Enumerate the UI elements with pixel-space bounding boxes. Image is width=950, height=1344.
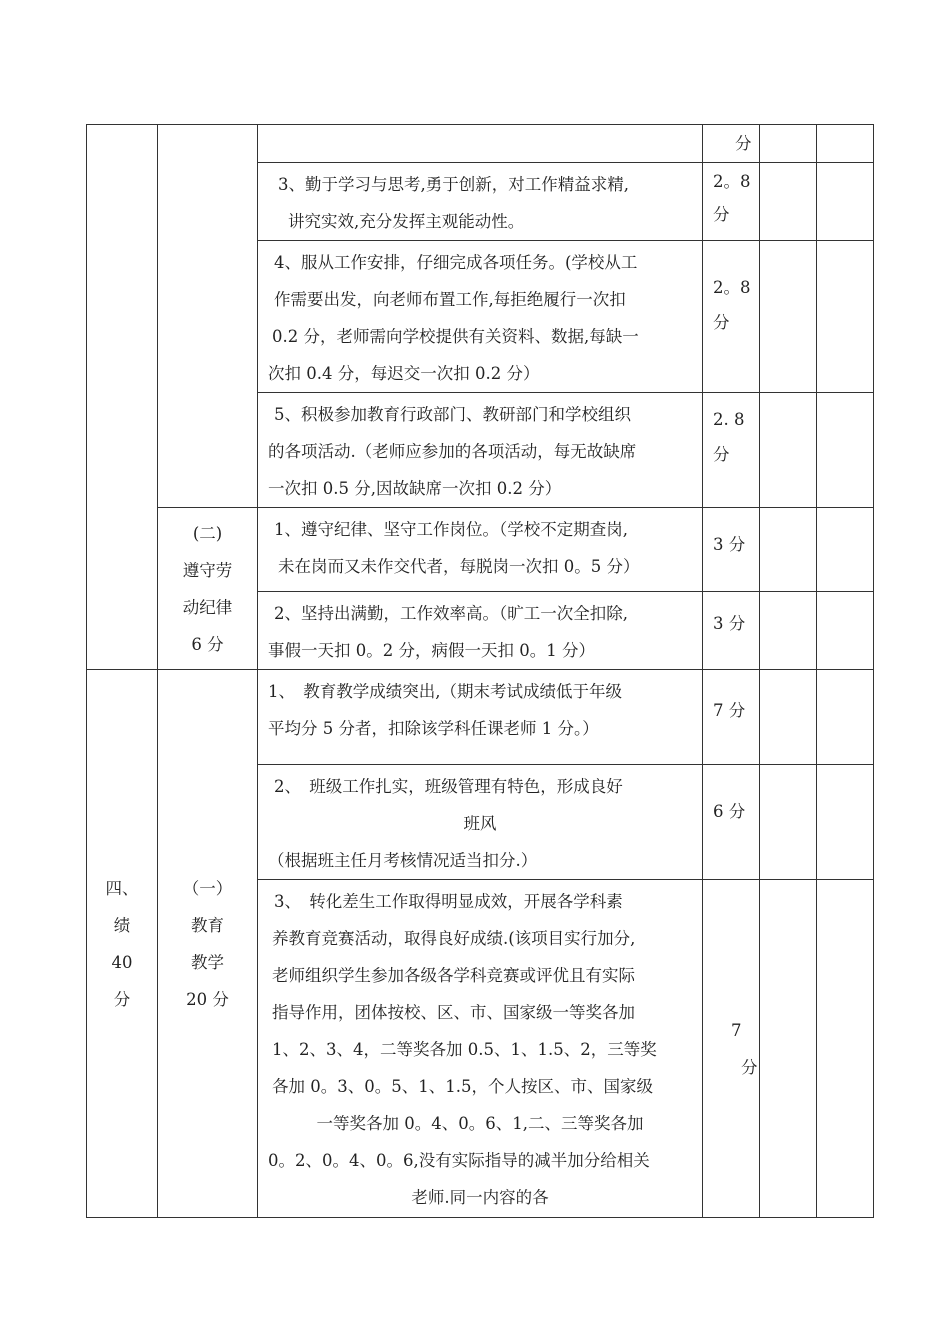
- table-row: [87, 508, 874, 592]
- criterion-line: 各加 0。3、0。5、1、1.5，个人按区、市、国家级: [272, 1077, 653, 1096]
- criterion-line: 老师.同一内容的各: [411, 1188, 549, 1207]
- criterion-line: 3、 转化差生工作取得明显成效，开展各学科素: [274, 892, 623, 911]
- score-line: 分: [735, 134, 752, 153]
- score-cell: [703, 880, 760, 1218]
- criterion-cell: [258, 880, 703, 1218]
- score-cell: [703, 393, 760, 508]
- criterion-cell: [258, 670, 703, 765]
- evaluation-cell: [817, 880, 874, 1218]
- score-line: 2。8: [713, 172, 751, 191]
- evaluation-cell: [817, 592, 874, 670]
- score-cell: [703, 163, 760, 241]
- evaluation-cell: [760, 880, 817, 1218]
- criterion-line: 0.2 分，老师需向学校提供有关资料、数据,每缺一: [272, 327, 639, 346]
- evaluation-cell: [760, 163, 817, 241]
- category-cell-continued: [87, 125, 158, 670]
- evaluation-cell: [817, 241, 874, 393]
- criterion-line: 作需要出发，向老师布置工作,每拒绝履行一次扣: [274, 290, 626, 309]
- score-line: 7 分: [713, 701, 746, 720]
- subcategory-discipline: [158, 508, 258, 670]
- criterion-line: 一次扣 0.5 分,因故缺席一次扣 0.2 分）: [268, 479, 562, 498]
- score-cell: [703, 508, 760, 592]
- evaluation-cell: [760, 508, 817, 592]
- subcategory-label: 教育: [191, 915, 224, 935]
- score-cell: [703, 241, 760, 393]
- score-line: 分: [741, 1057, 758, 1077]
- subcategory-label: 动纪律: [182, 597, 233, 617]
- criterion-line: 2、坚持出满勤，工作效率高。（旷工一次全扣除,: [274, 604, 628, 623]
- evaluation-cell: [760, 241, 817, 393]
- criterion-line: 未在岗而又未作交代者，每脱岗一次扣 0。5 分）: [278, 557, 640, 576]
- criterion-line: 4、服从工作安排，仔细完成各项任务。(学校从工: [274, 253, 638, 272]
- table-row: [87, 670, 874, 765]
- criterion-cell: [258, 393, 703, 508]
- score-line: 7: [731, 1020, 742, 1040]
- score-cell: [703, 592, 760, 670]
- evaluation-cell: [760, 670, 817, 765]
- criterion-line: （根据班主任月考核情况适当扣分.）: [268, 851, 538, 870]
- score-line: 3 分: [713, 535, 746, 554]
- evaluation-cell: [760, 125, 817, 163]
- category-score-unit: 分: [113, 989, 131, 1009]
- criterion-line: 养教育竞赛活动，取得良好成绩.(该项目实行加分,: [272, 929, 636, 948]
- subcategory-label: （一）: [182, 878, 233, 898]
- criterion-line: 2、 班级工作扎实，班级管理有特色，形成良好: [274, 777, 623, 796]
- score-line: 分: [713, 313, 730, 332]
- score-line: 2. 8: [713, 410, 745, 429]
- criterion-cell: [258, 163, 703, 241]
- criterion-cell: [258, 508, 703, 592]
- score-line: 3 分: [713, 614, 746, 633]
- subcategory-label: (二): [192, 523, 223, 543]
- criterion-line: 老师组织学生参加各级各学科竞赛或评优且有实际: [272, 966, 635, 985]
- criterion-line: 0。2、0。4、0。6,没有实际指导的减半加分给相关: [268, 1151, 650, 1170]
- score-cell: [703, 125, 760, 163]
- criterion-line: 1、遵守纪律、坚守工作岗位。（学校不定期查岗,: [274, 520, 628, 539]
- evaluation-cell: [760, 765, 817, 880]
- subcategory-teaching: [158, 670, 258, 1218]
- criterion-cell: [258, 765, 703, 880]
- criterion-line: 指导作用，团体按校、区、市、国家级一等奖各加: [272, 1003, 635, 1022]
- evaluation-cell: [817, 508, 874, 592]
- subcategory-score: 20 分: [186, 989, 229, 1009]
- subcategory-label: 遵守劳: [182, 560, 233, 580]
- evaluation-cell: [817, 765, 874, 880]
- criterion-line: 1、 教育教学成绩突出,（期末考试成绩低于年级: [268, 682, 622, 701]
- subcategory-cell-continued: [158, 125, 258, 508]
- subcategory-label: 教学: [191, 952, 224, 972]
- criterion-line: 1、2、3、4，二等奖各加 0.5、1、1.5、2，三等奖: [272, 1040, 657, 1059]
- criterion-line: 讲究实效,充分发挥主观能动性。: [288, 212, 525, 231]
- score-line: 分: [713, 445, 730, 464]
- assessment-table: [86, 124, 874, 1218]
- criterion-line: 5、积极参加教育行政部门、教研部门和学校组织: [274, 405, 631, 424]
- evaluation-cell: [817, 393, 874, 508]
- evaluation-cell: [817, 125, 874, 163]
- score-line: 6 分: [713, 802, 746, 821]
- criterion-line: 平均分 5 分者，扣除该学科任课老师 1 分。）: [268, 719, 599, 738]
- criterion-line: 3、勤于学习与思考,勇于创新，对工作精益求精,: [278, 175, 629, 194]
- criterion-line: 班风: [463, 814, 497, 833]
- criterion-cell: [258, 592, 703, 670]
- criterion-line: 事假一天扣 0。2 分，病假一天扣 0。1 分）: [268, 641, 595, 660]
- evaluation-cell: [760, 592, 817, 670]
- score-line: 分: [713, 205, 730, 224]
- criterion-cell: [258, 241, 703, 393]
- criterion-line: 次扣 0.4 分，每迟交一次扣 0.2 分）: [268, 364, 540, 383]
- criterion-line: 一等奖各加 0。4、0。6、1,二、三等奖各加: [316, 1114, 644, 1133]
- score-line: 2。8: [713, 278, 751, 297]
- score-cell: [703, 670, 760, 765]
- evaluation-cell: [817, 670, 874, 765]
- category-label: 四、: [105, 878, 139, 898]
- category-label: 绩: [113, 915, 131, 935]
- criterion-line: 的各项活动.（老师应参加的各项活动，每无故缺席: [268, 442, 637, 461]
- evaluation-cell: [817, 163, 874, 241]
- category-performance: [87, 670, 158, 1218]
- table-row: [87, 125, 874, 163]
- evaluation-cell: [760, 393, 817, 508]
- category-score: 40: [111, 952, 133, 972]
- score-cell: [703, 765, 760, 880]
- subcategory-score: 6 分: [191, 634, 224, 654]
- criterion-cell: [258, 125, 703, 163]
